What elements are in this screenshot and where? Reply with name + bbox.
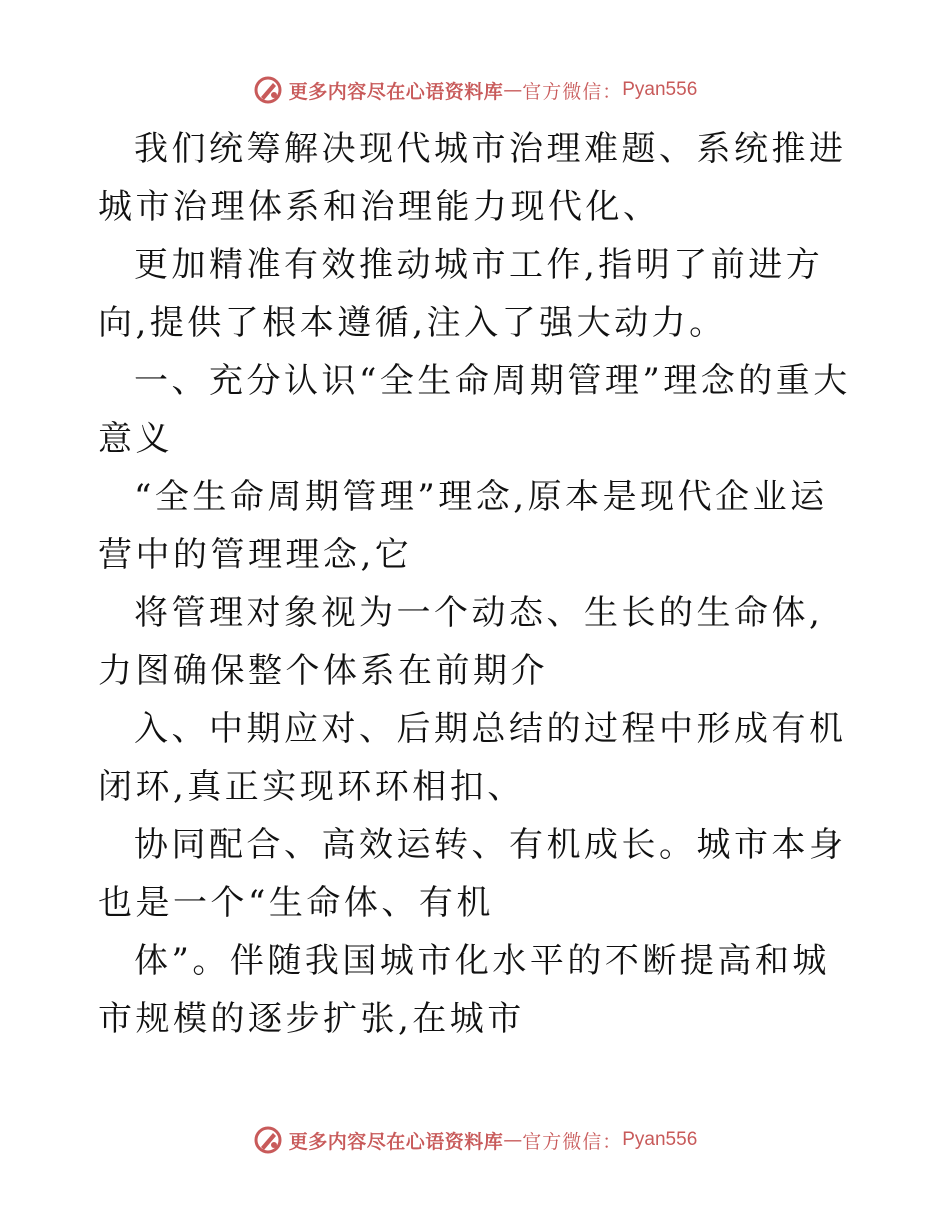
pen-logo-icon: [253, 75, 283, 105]
banner-wechat-id: Pyan556: [622, 79, 698, 100]
document-body: [98, 120, 858, 1048]
paragraph: 协同配合、高效运转、有机成长。城市本身也是一个“生命体、有机: [98, 825, 847, 923]
banner-label: 官方微信：: [522, 1130, 623, 1153]
banner-dash: —: [503, 79, 523, 101]
banner-wechat-id: Pyan556: [622, 1129, 698, 1150]
paragraph: 将管理对象视为一个动态、生长的生命体,力图确保整个体系在前期介: [98, 593, 824, 691]
banner-label: 官方微信：: [522, 80, 623, 103]
paragraph: 入、中期应对、后期总结的过程中形成有机闭环,真正实现环环相扣、: [98, 709, 847, 807]
pen-logo-icon: [253, 1125, 283, 1155]
paragraph: 更加精准有效推动城市工作,指明了前进方向,提供了根本遵循,注入了强大动力。: [98, 245, 824, 343]
paragraph: 体”。伴随我国城市化水平的不断提高和城市规模的逐步扩张,在城市: [98, 941, 830, 1039]
paragraph: “全生命周期管理”理念,原本是现代企业运营中的管理理念,它: [98, 477, 828, 575]
header-watermark-banner: [0, 70, 950, 110]
footer-watermark-banner: [0, 1120, 950, 1160]
paragraph: 我们统筹解决现代城市治理难题、系统推进城市治理体系和治理能力现代化、: [98, 129, 847, 227]
banner-main-text: 更多内容尽在心语资料库: [288, 1130, 504, 1153]
section-heading: 一、充分认识“全生命周期管理”理念的重大意义: [98, 361, 851, 459]
banner-main-text: 更多内容尽在心语资料库: [288, 80, 504, 103]
banner-dash: —: [503, 1129, 523, 1151]
